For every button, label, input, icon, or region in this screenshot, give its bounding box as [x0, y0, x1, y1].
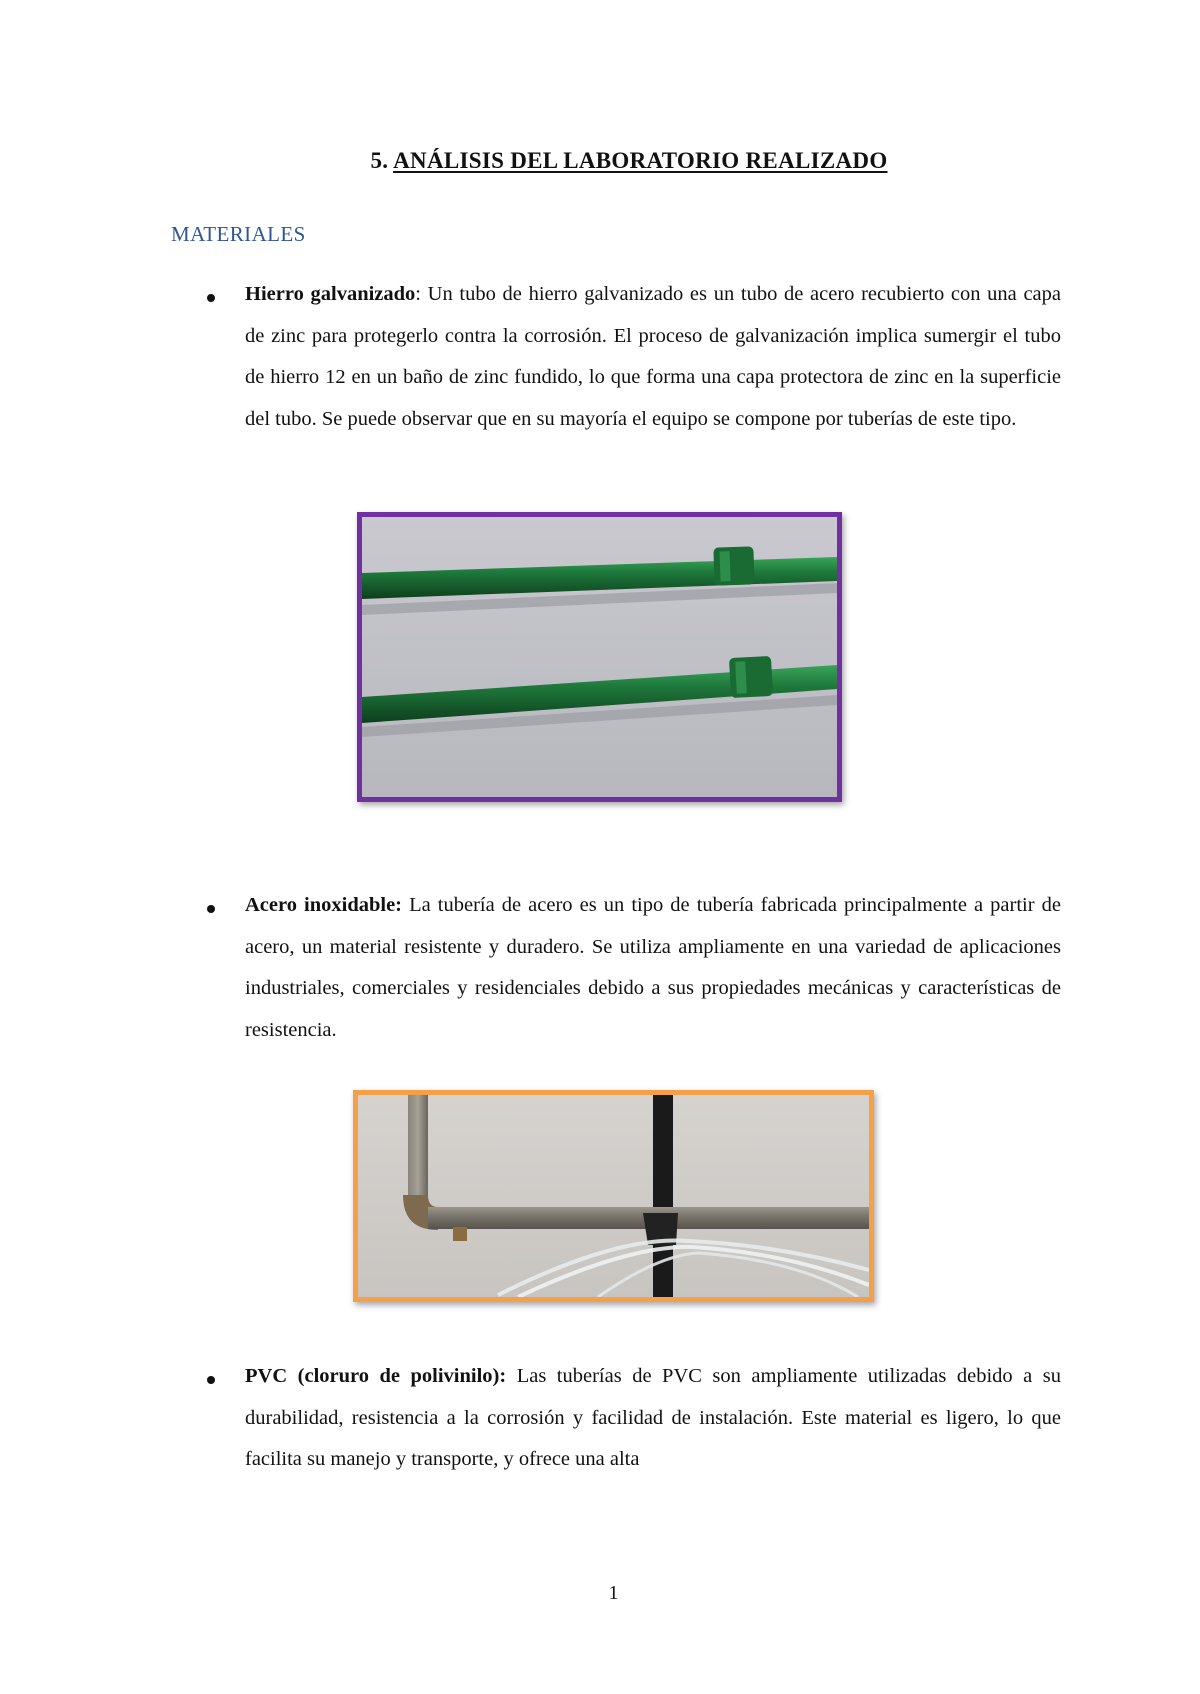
bullet-icon — [207, 1376, 215, 1384]
list-item-term: PVC (cloruro de polivinilo): — [245, 1365, 507, 1387]
list-item-term: Hierro galvanizado — [245, 283, 416, 305]
list-item-body: Las tuberías de PVC son ampliamente utilizadas debido a su durabilidad, resistencia a la corrosión y facilidad de instalación. Este material es ligero, lo que facilita su manejo y transporte, y ofrece una alta — [245, 1365, 1061, 1470]
bullet-icon — [207, 905, 215, 913]
list-item-text — [245, 1356, 1061, 1481]
galvanized-pipes-image — [362, 517, 837, 797]
page-title — [0, 148, 1200, 174]
list-item-body: La tubería de acero es un tipo de tubería fabricada principalmente a partir de acero, un material resistente y duradero. Se utiliza ampliamente en una variedad de aplicaciones industriales, comerciales y residenciales debido a sus propiedades mecánicas y características de resistencia. — [245, 894, 1061, 1041]
figure-stainless-pipes — [353, 1090, 874, 1302]
list-item-body: : Un tubo de hierro galvanizado es un tubo de acero recubierto con una capa de zinc para protegerlo contra la corrosión. El proceso de galvanización implica sumergir el tubo de hierro 12 en un baño de zinc fundido, lo que forma una capa protectora de zinc en la superficie del tubo. Se puede observar que en su mayoría el equipo se compone por tuberías de este tipo. — [245, 283, 1061, 430]
section-heading: MATERIALES — [171, 222, 306, 246]
list-item-text — [245, 885, 1061, 1051]
list-item-term: Acero inoxidable: — [245, 894, 403, 916]
title-number: 5. — [370, 148, 389, 173]
title-text: ANÁLISIS DEL LABORATORIO REALIZADO — [393, 148, 888, 173]
bullet-icon — [207, 294, 215, 302]
figure-galvanized-pipes — [357, 512, 842, 802]
page-number: 1 — [608, 1582, 619, 1604]
stainless-pipes-image — [358, 1095, 869, 1297]
list-item-text — [245, 274, 1061, 440]
